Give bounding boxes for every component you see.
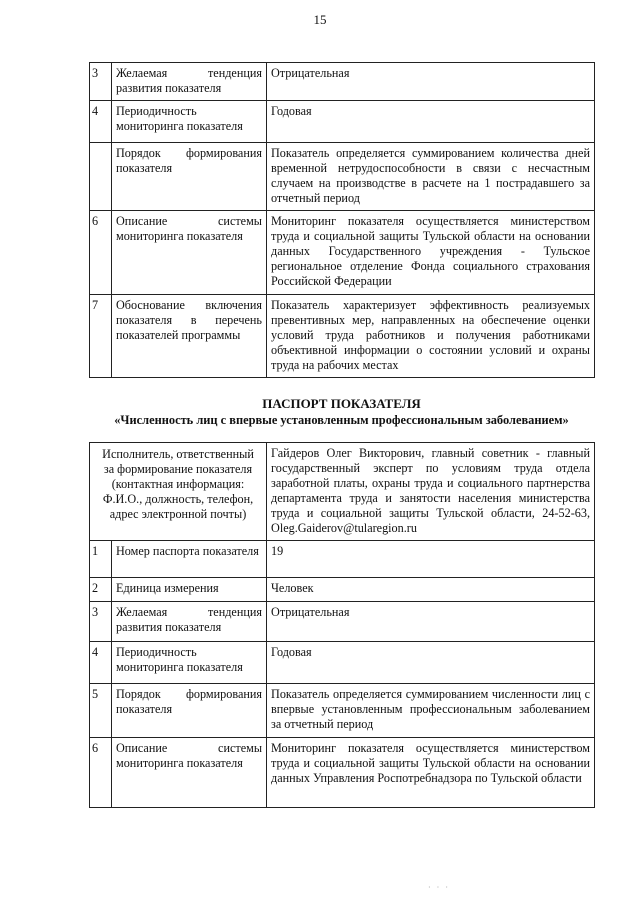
scan-speck: · · ·: [428, 883, 450, 892]
row-number: 4: [90, 642, 112, 684]
row-label: Порядок формирования показателя: [112, 684, 267, 738]
row-number: 4: [90, 101, 112, 143]
row-label: Желаемая тенденция развития показателя: [112, 602, 267, 642]
row-value: Мониторинг показателя осуществляется министерством труда и социальной защиты Тульской области на основании данных Управления Роспотребнадзора по Тульской области: [267, 738, 595, 808]
table-row: [90, 443, 595, 541]
table-row: [90, 211, 595, 295]
row-number: 7: [90, 295, 112, 378]
row-number: [90, 143, 112, 211]
row-value: Показатель характеризует эффективность реализуемых превентивных мер, направленных на обеспечение оценки условий труда работников и получения работниками объективной информации о состоянии условий и охраны труда на рабочих местах: [267, 295, 595, 378]
table-row: [90, 642, 595, 684]
table-row: [90, 101, 595, 143]
row-number: 3: [90, 63, 112, 101]
indicator-passport-table: [89, 442, 595, 808]
page-number: 15: [313, 12, 327, 27]
table-row: [90, 63, 595, 101]
row-label: Периодичность мониторинга показателя: [112, 101, 267, 143]
indicator-table-continued: [89, 62, 595, 378]
table-row: [90, 578, 595, 602]
table-row: [90, 143, 595, 211]
table-row: [90, 738, 595, 808]
row-label: Описание системы мониторинга показателя: [112, 738, 267, 808]
row-value: Показатель определяется суммированием количества дней временной нетрудоспособности в связи с несчастным случаем на производстве в расчете на 1 пострадавшего за отчетный период: [267, 143, 595, 211]
row-label: Порядок формирования показателя: [112, 143, 267, 211]
row-label: Номер паспорта показателя: [112, 541, 267, 578]
table-row: [90, 295, 595, 378]
executor-label: Исполнитель, ответственный за формирование показателя (контактная информация: Ф.И.О., должность, телефон, адрес электронной почты): [90, 443, 267, 541]
row-value: Мониторинг показателя осуществляется министерством труда и социальной защиты Тульской области на основании данных Государственного учреждения - Тульское региональное отделение Фонда социального страхования Российской Федерации: [267, 211, 595, 295]
row-label: Единица измерения: [112, 578, 267, 602]
row-number: 6: [90, 211, 112, 295]
row-label: Периодичность мониторинга показателя: [112, 642, 267, 684]
table-row: [90, 602, 595, 642]
row-value: Годовая: [267, 101, 595, 143]
executor-value: Гайдеров Олег Викторович, главный советник - главный государственный эксперт по условиям труда отдела заработной платы, охраны труда и социального партнерства департамента труда и занятости населения министерства труда и социальной защиты Тульской области, 24-52-63, Oleg.Gaiderov@tularegion.ru: [267, 443, 595, 541]
row-value: 19: [267, 541, 595, 578]
row-number: 2: [90, 578, 112, 602]
row-value: Отрицательная: [267, 602, 595, 642]
passport-subtitle: «Численность лиц с впервые установленным профессиональным заболеванием»: [114, 413, 569, 427]
row-value: Отрицательная: [267, 63, 595, 101]
row-number: 6: [90, 738, 112, 808]
passport-title: ПАСПОРТ ПОКАЗАТЕЛЯ: [262, 396, 421, 411]
row-value: Человек: [267, 578, 595, 602]
row-number: 5: [90, 684, 112, 738]
row-number: 3: [90, 602, 112, 642]
table-row: [90, 541, 595, 578]
row-number: 1: [90, 541, 112, 578]
row-label: Обоснование включения показателя в перечень показателей программы: [112, 295, 267, 378]
table-row: [90, 684, 595, 738]
row-value: Годовая: [267, 642, 595, 684]
row-label: Желаемая тенденция развития показателя: [112, 63, 267, 101]
row-value: Показатель определяется суммированием численности лиц с впервые установленным профессиональным заболеванием за отчетный период: [267, 684, 595, 738]
row-label: Описание системы мониторинга показателя: [112, 211, 267, 295]
